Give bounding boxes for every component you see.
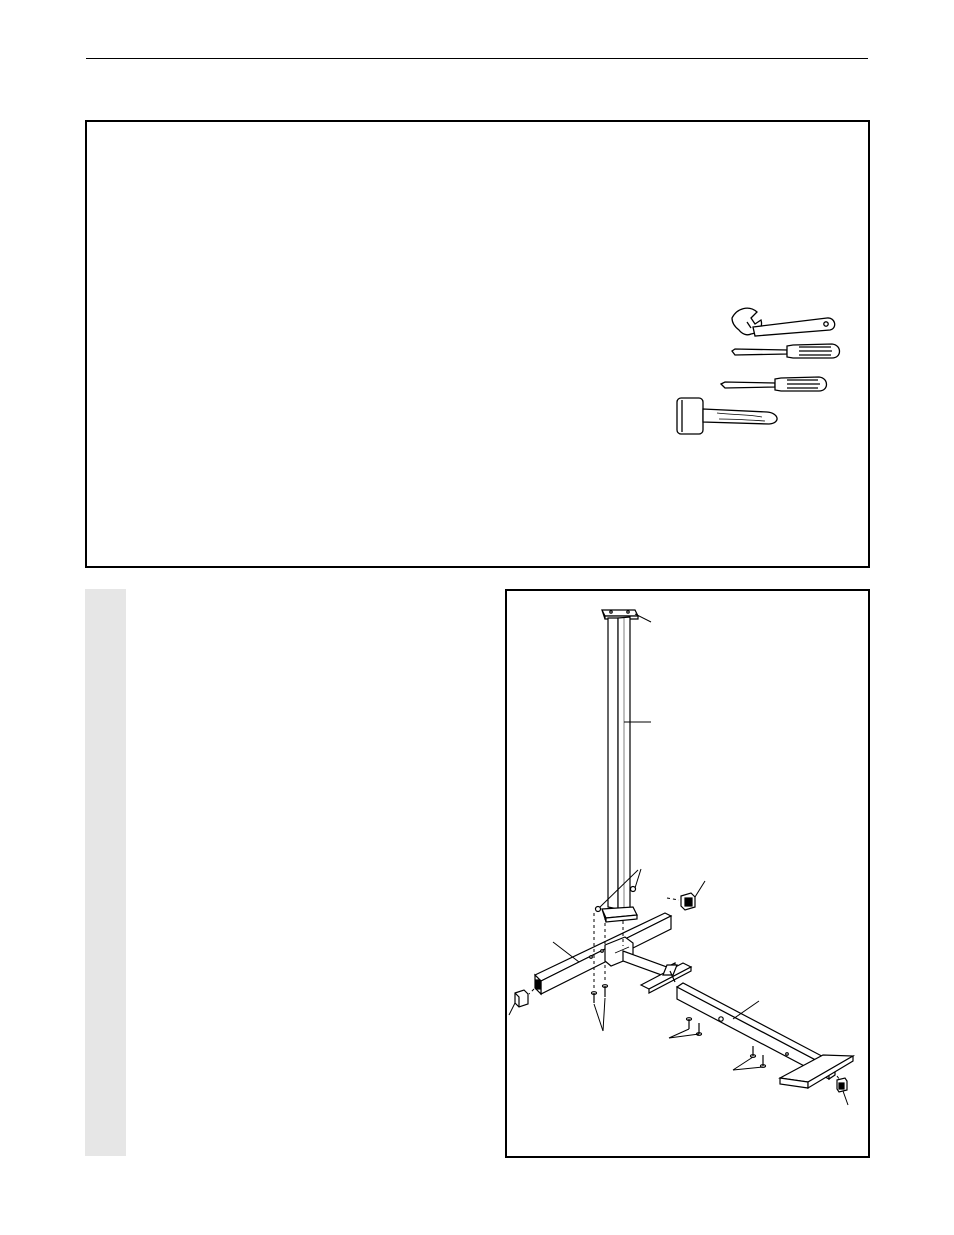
assembly-diagram-panel [505, 589, 870, 1158]
bolt-front-2 [603, 985, 608, 997]
base-frame [623, 951, 835, 1079]
mallet-icon [677, 398, 777, 434]
end-cap-right-lower [837, 1078, 847, 1092]
tools-illustration [87, 122, 868, 566]
callout-leaders [509, 614, 848, 1105]
end-cap-right-upper [681, 893, 695, 910]
tools-panel [85, 120, 870, 568]
upright-base-plate [602, 907, 637, 922]
bolt-base-4 [761, 1055, 766, 1067]
bolt-front-1 [592, 992, 597, 1003]
bolt-base-2 [697, 1023, 702, 1035]
end-cap-left [515, 990, 528, 1007]
flat-screwdriver-icon [732, 344, 840, 358]
header-rule [86, 58, 868, 59]
upright [608, 617, 630, 909]
bolt-base-1 [687, 1018, 692, 1029]
bolt-base-3 [751, 1046, 756, 1057]
step-number-strip [85, 589, 126, 1156]
phillips-screwdriver-icon [721, 377, 827, 391]
wrench-icon [732, 308, 835, 336]
assembly-diagram [507, 591, 868, 1156]
